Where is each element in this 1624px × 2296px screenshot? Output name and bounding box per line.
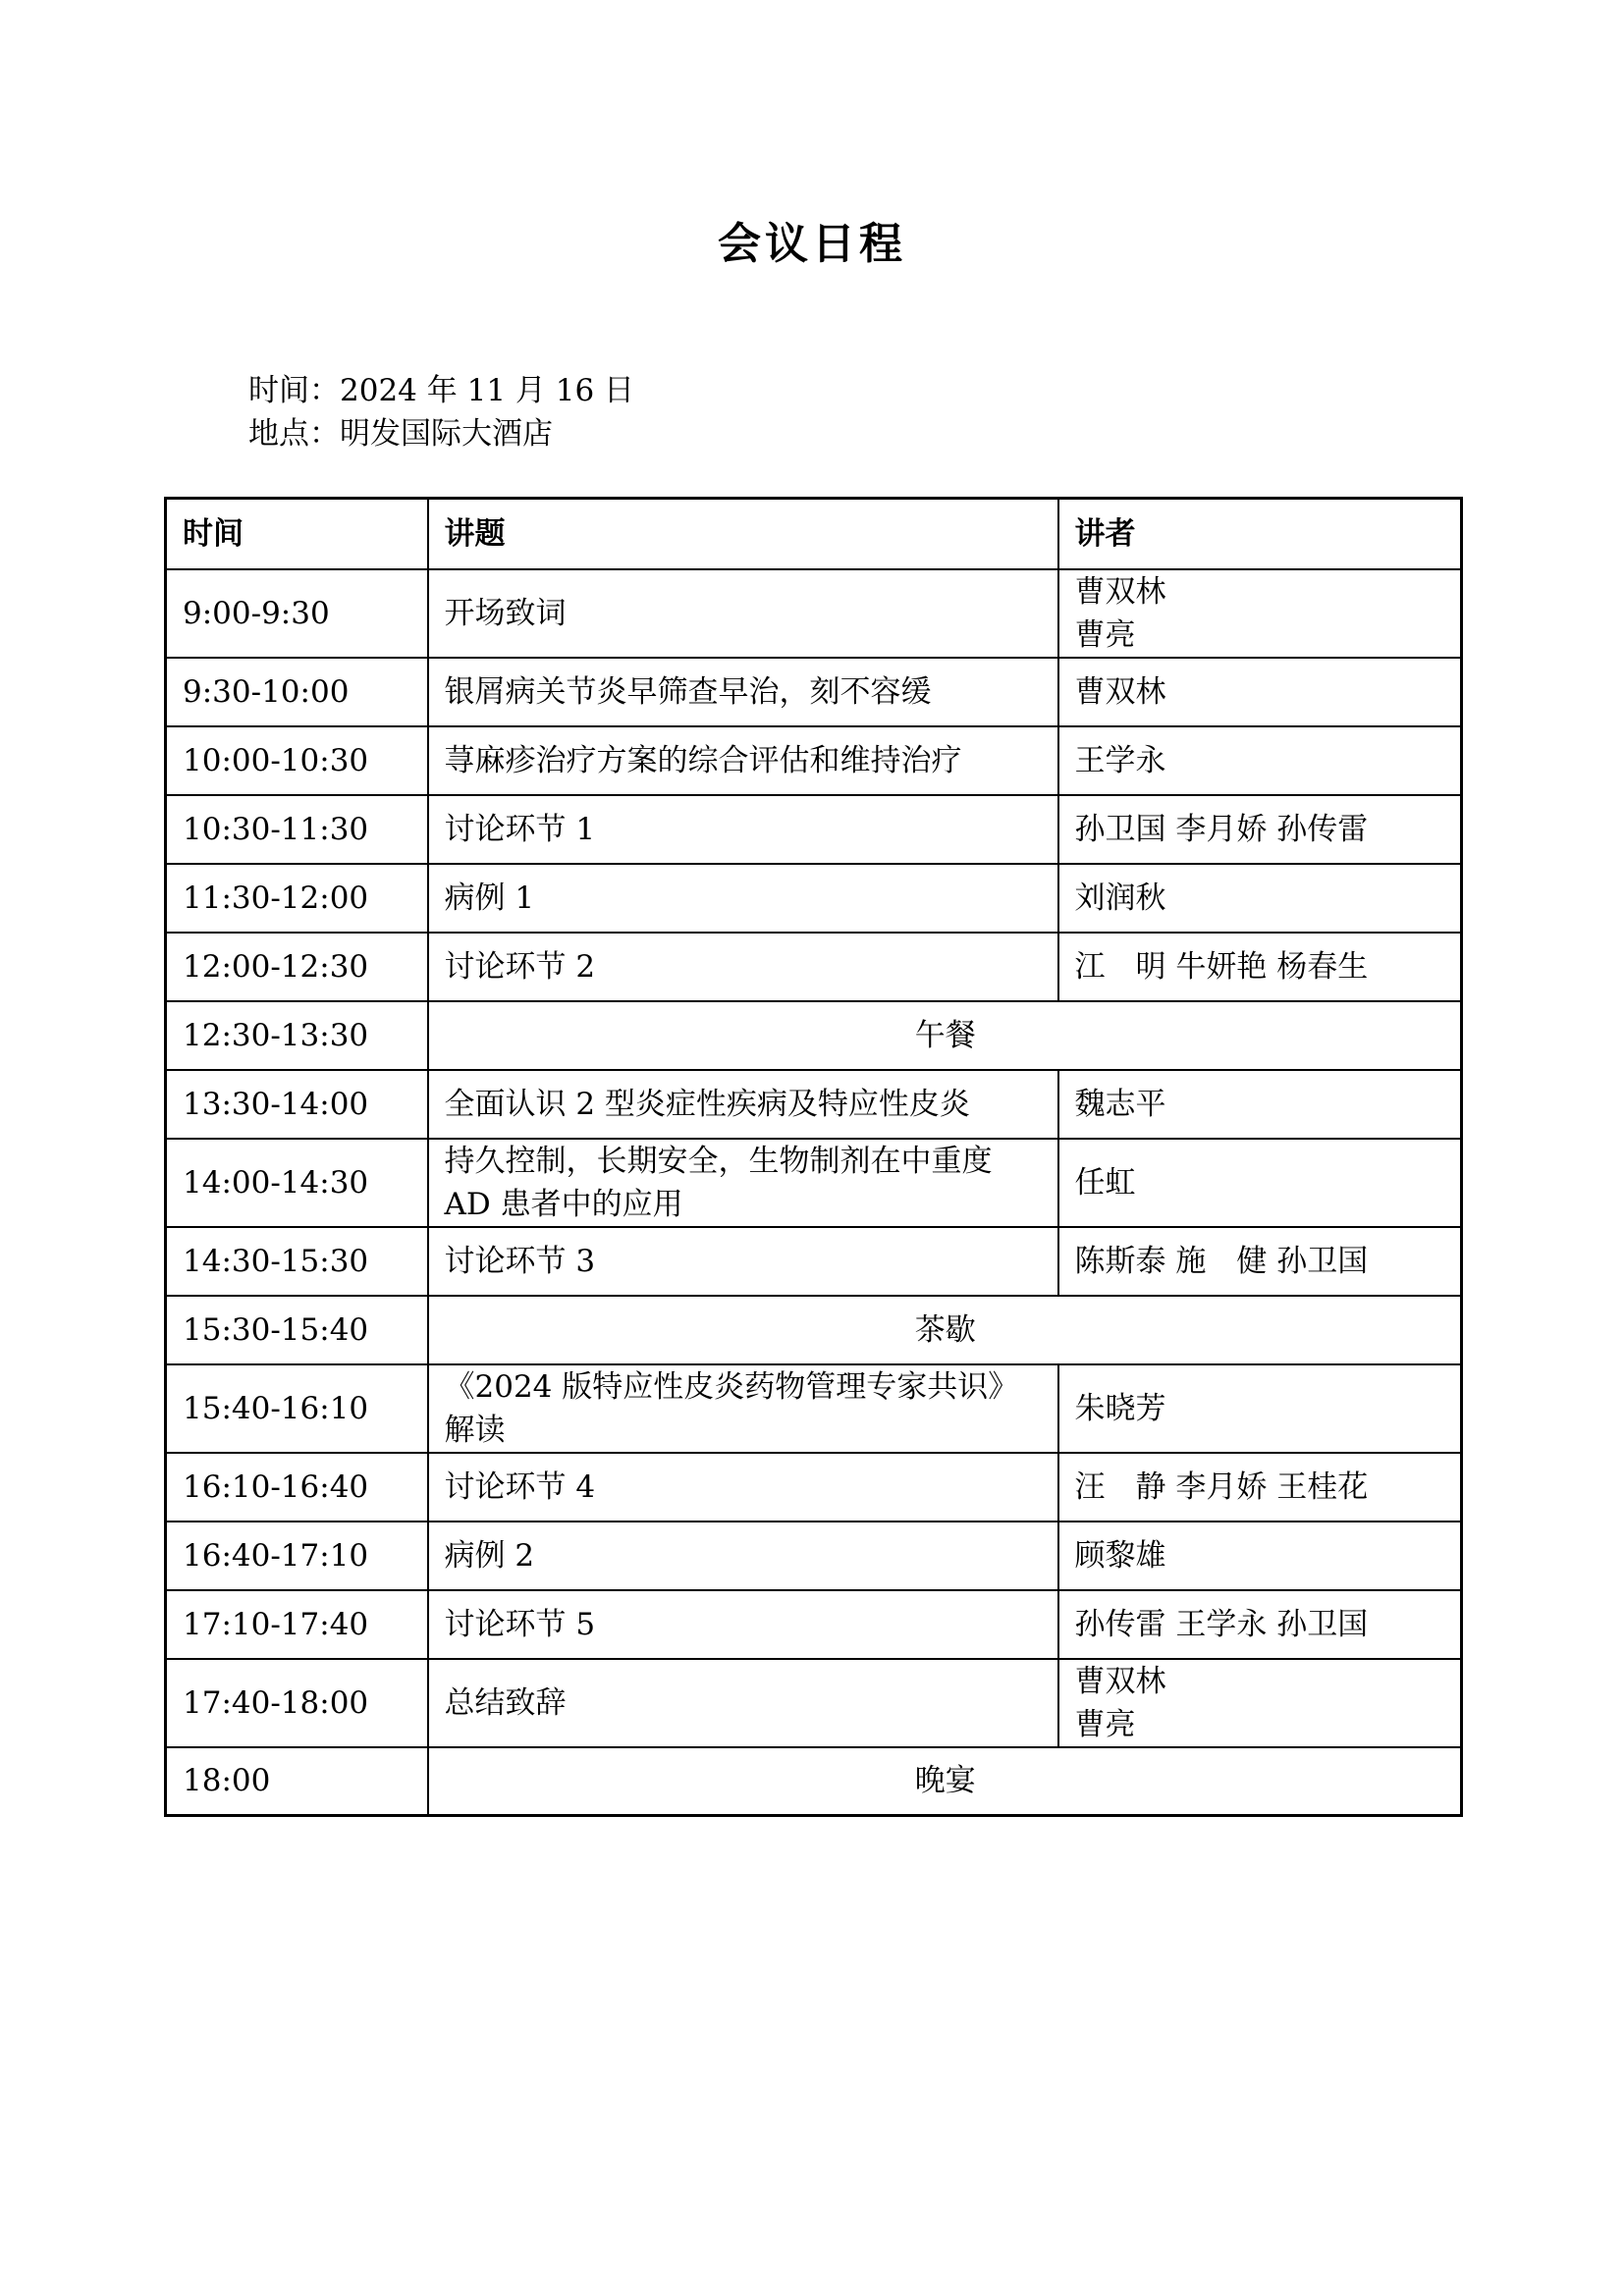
- cell-time: 18:00: [166, 1747, 428, 1816]
- cell-speaker: [1058, 1139, 1462, 1227]
- table-row: [166, 1453, 1462, 1522]
- topic-line: 持久控制，长期安全，生物制剂在中重度: [444, 1143, 993, 1179]
- cell-topic: 讨论环节 4: [428, 1453, 1058, 1522]
- cell-time: 12:30-13:30: [166, 1001, 428, 1070]
- meeting-time: 时间：2024 年 11 月 16 日: [248, 373, 635, 408]
- topic-line: AD 患者中的应用: [444, 1186, 683, 1222]
- speaker-name: 刘润秋: [1074, 880, 1166, 916]
- table-row: [166, 1659, 1462, 1747]
- cell-break: 茶歇: [428, 1296, 1462, 1364]
- table-row: [166, 795, 1462, 864]
- cell-topic: 讨论环节 1: [428, 795, 1058, 864]
- cell-topic: [428, 1364, 1058, 1453]
- cell-speaker: [1058, 1227, 1462, 1296]
- table-row: [166, 569, 1462, 658]
- cell-speaker: [1058, 1453, 1462, 1522]
- cell-time: 17:40-18:00: [166, 1659, 428, 1747]
- table-row: [166, 1522, 1462, 1590]
- table-row: [166, 1227, 1462, 1296]
- meeting-info: [248, 369, 634, 455]
- cell-topic: 病例 1: [428, 864, 1058, 933]
- cell-time: 12:00-12:30: [166, 933, 428, 1001]
- speaker-name: 曹双林: [1074, 1663, 1166, 1699]
- cell-topic: 总结致辞: [428, 1659, 1058, 1747]
- speaker-name: 朱晓芳: [1074, 1390, 1166, 1426]
- page-title: 会议日程: [718, 219, 906, 269]
- cell-speaker: [1058, 933, 1462, 1001]
- schedule-table: [164, 497, 1463, 1817]
- cell-topic: 荨麻疹治疗方案的综合评估和维持治疗: [428, 726, 1058, 795]
- table-header-row: [166, 499, 1462, 569]
- table-row: [166, 1590, 1462, 1659]
- cell-time: 9:00-9:30: [166, 569, 428, 658]
- cell-speaker: [1058, 795, 1462, 864]
- header-speaker: 讲者: [1058, 499, 1462, 569]
- cell-topic: 全面认识 2 型炎症性疾病及特应性皮炎: [428, 1070, 1058, 1139]
- cell-speaker: [1058, 569, 1462, 658]
- schedule-body: [166, 569, 1462, 1816]
- speaker-name: 陈斯泰 施 健 孙卫国: [1074, 1243, 1369, 1279]
- cell-speaker: [1058, 1070, 1462, 1139]
- cell-topic: [428, 1139, 1058, 1227]
- cell-time: 10:00-10:30: [166, 726, 428, 795]
- cell-break: 晚宴: [428, 1747, 1462, 1816]
- table-row: [166, 1747, 1462, 1816]
- table-row: [166, 1296, 1462, 1364]
- cell-time: 15:30-15:40: [166, 1296, 428, 1364]
- speaker-name: 魏志平: [1074, 1086, 1166, 1122]
- speaker-name: 曹亮: [1074, 616, 1136, 653]
- cell-topic: 银屑病关节炎早筛查早治，刻不容缓: [428, 658, 1058, 726]
- cell-topic: 讨论环节 2: [428, 933, 1058, 1001]
- table-row: [166, 658, 1462, 726]
- topic-line: 解读: [444, 1412, 506, 1448]
- topic-line: 《2024 版特应性皮炎药物管理专家共识》: [444, 1368, 1019, 1405]
- table-row: [166, 1364, 1462, 1453]
- table-row: [166, 726, 1462, 795]
- speaker-name: 江 明 牛妍艳 杨春生: [1074, 948, 1369, 985]
- speaker-name: 曹双林: [1074, 673, 1166, 710]
- cell-time: 14:00-14:30: [166, 1139, 428, 1227]
- cell-speaker: [1058, 1364, 1462, 1453]
- speaker-name: 王学永: [1074, 742, 1166, 778]
- table-row: [166, 1070, 1462, 1139]
- cell-topic: 讨论环节 5: [428, 1590, 1058, 1659]
- header-topic: 讲题: [428, 499, 1058, 569]
- cell-speaker: [1058, 658, 1462, 726]
- header-time: 时间: [166, 499, 428, 569]
- cell-time: 14:30-15:30: [166, 1227, 428, 1296]
- table-row: [166, 1001, 1462, 1070]
- cell-time: 10:30-11:30: [166, 795, 428, 864]
- cell-time: 9:30-10:00: [166, 658, 428, 726]
- cell-speaker: [1058, 1659, 1462, 1747]
- cell-speaker: [1058, 726, 1462, 795]
- speaker-name: 曹双林: [1074, 573, 1166, 610]
- cell-topic: 讨论环节 3: [428, 1227, 1058, 1296]
- table-row: [166, 933, 1462, 1001]
- cell-topic: 病例 2: [428, 1522, 1058, 1590]
- speaker-name: 任虹: [1074, 1164, 1136, 1201]
- cell-time: 13:30-14:00: [166, 1070, 428, 1139]
- cell-speaker: [1058, 1522, 1462, 1590]
- table-row: [166, 1139, 1462, 1227]
- speaker-name: 汪 静 李月娇 王桂花: [1074, 1468, 1369, 1505]
- cell-time: 16:10-16:40: [166, 1453, 428, 1522]
- speaker-name: 顾黎雄: [1074, 1537, 1166, 1574]
- cell-time: 15:40-16:10: [166, 1364, 428, 1453]
- table-row: [166, 864, 1462, 933]
- speaker-name: 曹亮: [1074, 1706, 1136, 1742]
- cell-topic: 开场致词: [428, 569, 1058, 658]
- speaker-name: 孙卫国 李月娇 孙传雷: [1074, 811, 1369, 847]
- cell-speaker: [1058, 1590, 1462, 1659]
- meeting-location: 地点：明发国际大酒店: [248, 416, 553, 452]
- cell-time: 17:10-17:40: [166, 1590, 428, 1659]
- cell-time: 11:30-12:00: [166, 864, 428, 933]
- cell-speaker: [1058, 864, 1462, 933]
- cell-break: 午餐: [428, 1001, 1462, 1070]
- cell-time: 16:40-17:10: [166, 1522, 428, 1590]
- speaker-name: 孙传雷 王学永 孙卫国: [1074, 1606, 1369, 1642]
